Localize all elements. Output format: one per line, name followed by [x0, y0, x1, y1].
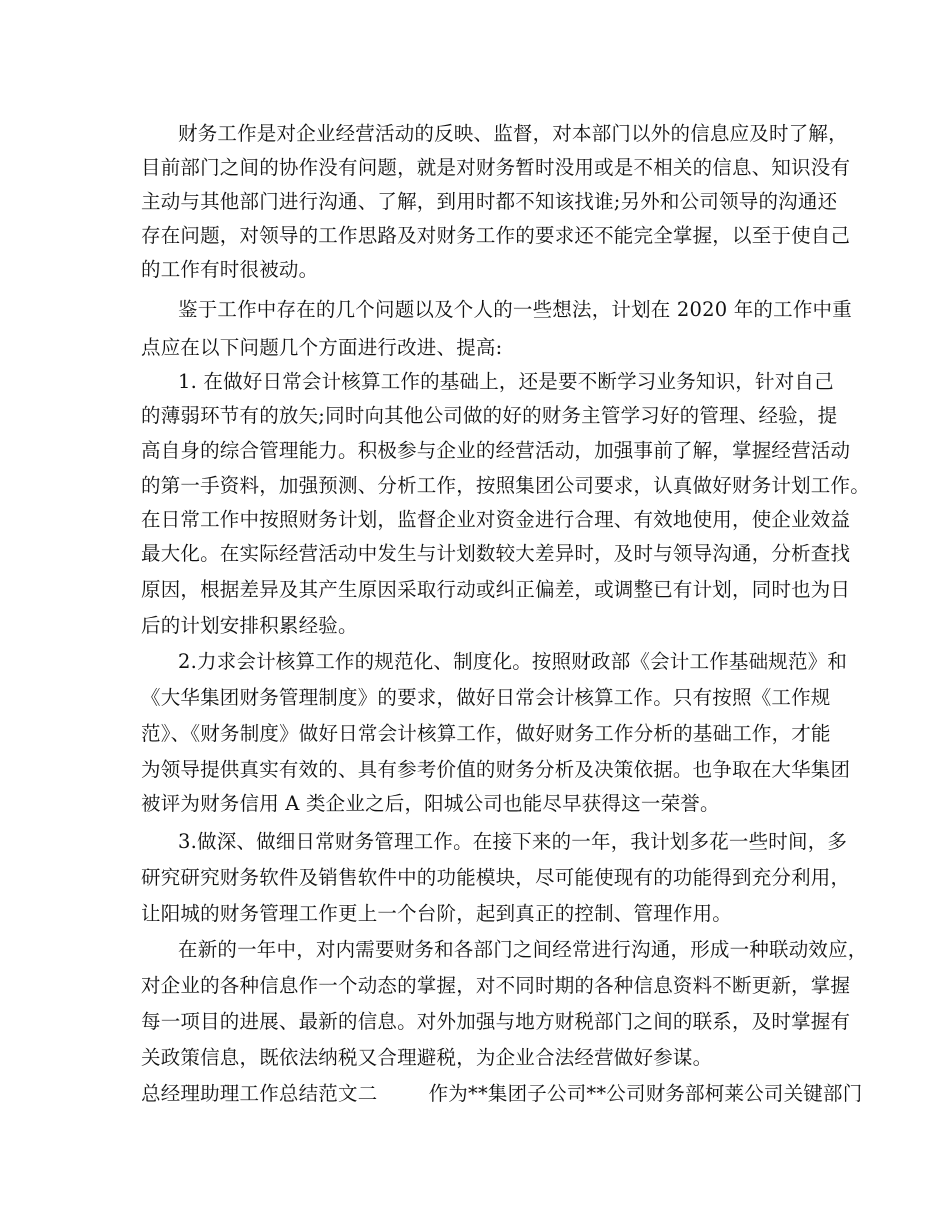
text-line: 1. 在做好日常会计核算工作的基础上，还是要不断学习业务知识，针对自己: [178, 370, 834, 393]
text-line: 存在问题，对领导的工作思路及对财务工作的要求还不能完全掌握，以至于使自己: [141, 224, 851, 247]
text-line: 为领导提供真实有效的、具有参考价值的财务分析及决策依据。也争取在大华集团: [141, 758, 851, 781]
text-line: 最大化。在实际经营活动中发生与计划数较大差异时，及时与领导沟通，分析查找: [141, 542, 851, 565]
text-line: 对企业的各种信息作一个动态的掌握，对不同时期的各种信息资料不断更新，掌握: [141, 974, 851, 997]
section-heading-line: 总经理助理工作总结范文二 作为**集团子公司**公司财务部柯莱公司关键部门: [141, 1082, 863, 1105]
text-line: 后的计划安排积累经验。: [141, 614, 358, 637]
text-line: 范》、《财务制度》做好日常会计核算工作，做好财务工作分析的基础工作，才能: [141, 722, 831, 745]
text-line: 在新的一年中，对内需要财务和各部门之间经常进行沟通，形成一种联动效应，: [178, 938, 868, 961]
text-line: 2.力求会计核算工作的规范化、制度化。按照财政部《会计工作基础规范》和: [178, 650, 848, 673]
text-line: 点应在以下问题几个方面进行改进、提高:: [141, 336, 503, 359]
text-line: 原因，根据差异及其产生原因采取行动或纠正偏差，或调整已有计划，同时也为日: [141, 578, 851, 601]
text-line: 高自身的综合管理能力。积极参与企业的经营活动，加强事前了解，掌握经营活动: [141, 439, 851, 462]
text-line: 《大华集团财务管理制度》的要求，做好日常会计核算工作。只有按照《工作规: [141, 686, 831, 709]
text-line: 的薄弱环节有的放矢;同时向其他公司做的好的财务主管学习好的管理、经验，提: [141, 404, 838, 427]
text-line: 主动与其他部门进行沟通、了解，到用时都不知该找谁;另外和公司领导的沟通还: [141, 190, 838, 213]
text-line: 的工作有时很被动。: [141, 258, 319, 281]
text-line: 目前部门之间的协作没有问题，就是对财务暂时没用或是不相关的信息、知识没有: [141, 156, 851, 179]
text-line: 每一项目的进展、最新的信息。对外加强与地方财税部门之间的联系，及时掌握有: [141, 1010, 851, 1033]
text-line: 被评为财务信用 A 类企业之后，阳城公司也能尽早获得这一荣誉。: [141, 792, 720, 815]
text-line: 关政策信息，既依法纳税又合理避税，为企业合法经营做好参谋。: [141, 1046, 713, 1069]
text-line: 3.做深、做细日常财务管理工作。在接下来的一年，我计划多花一些时间，多: [178, 830, 848, 853]
text-line: 财务工作是对企业经营活动的反映、监督，对本部门以外的信息应及时了解，: [178, 122, 848, 145]
text-line: 研究研究财务软件及销售软件中的功能模块，尽可能使现有的功能得到充分利用，: [141, 866, 851, 889]
text-line: 在日常工作中按照财务计划，监督企业对资金进行合理、有效地使用，使企业效益: [141, 508, 851, 531]
text-line: 鉴于工作中存在的几个问题以及个人的一些想法，计划在 2020 年的工作中重: [178, 298, 852, 321]
text-line: 让阳城的财务管理工作更上一个台阶，起到真正的控制、管理作用。: [141, 902, 733, 925]
text-line: 的第一手资料，加强预测、分析工作，按照集团公司要求，认真做好财务计划工作。: [141, 474, 870, 497]
